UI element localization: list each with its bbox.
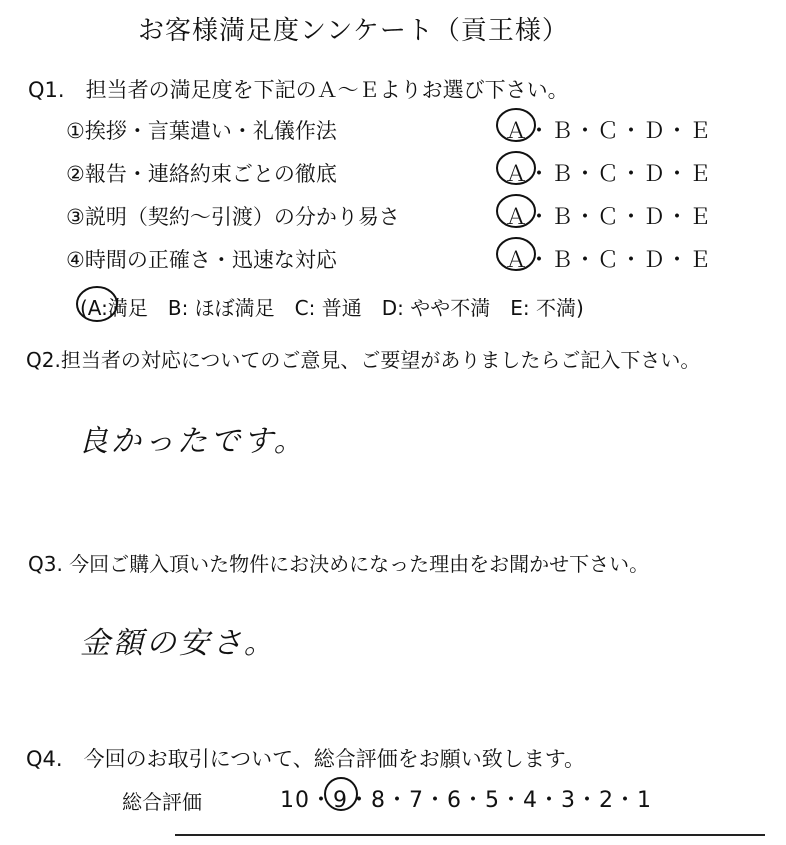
legend-circle [73,284,121,326]
q1-question: Q1. 担当者の満足度を下記のＡ～Ｅよりお選び下さい。 [28,78,569,102]
q1-item-1-choices: Ａ・Ｂ・Ｃ・Ｄ・Ｅ [505,119,713,144]
q4-question: Q4. 今回のお取引について、総合評価をお願い致します。 [26,747,586,771]
survey-title: お客様満足度ンンケート（貢王様） [138,16,569,46]
selection-circle-2 [494,149,540,189]
q1-item-3-choices: Ａ・Ｂ・Ｃ・Ｄ・Ｅ [505,205,713,230]
bottom-rule [175,834,765,836]
q1-item-3-label: ③説明（契約～引渡）の分かり易さ [66,205,400,229]
q1-item-1-label: ①挨拶・言葉遣い・礼儀作法 [66,119,337,143]
selection-circle-1 [494,106,540,146]
rating-selection-circle [322,775,362,815]
q1-item-4-choices: Ａ・Ｂ・Ｃ・Ｄ・Ｅ [505,248,713,273]
q3-question: Q3. 今回ご購入頂いた物件にお決めになった理由をお聞かせ下さい。 [28,552,650,576]
q3-handwritten-answer: 金額の安さ。 [80,626,277,661]
q2-handwritten-answer: 良かったです。 [78,424,307,459]
selection-circle-4 [494,235,540,275]
q2-question: Q2.担当者の対応についてのご意見、ご要望がありましたらご記入下さい。 [26,348,701,372]
q1-legend: (A:満足 B: ほぼ満足 C: 普通 D: やや不満 E: 不満) [80,296,584,320]
q4-rating-label: 総合評価 [122,790,202,814]
q1-item-4-label: ④時間の正確さ・迅速な対応 [66,248,337,272]
q4-rating-scale: 10・9・8・7・6・5・4・3・2・1 [280,788,652,813]
q1-item-2-label: ②報告・連絡約束ごとの徹底 [66,162,337,186]
selection-circle-3 [494,192,540,232]
q1-item-2-choices: Ａ・Ｂ・Ｃ・Ｄ・Ｅ [505,162,713,187]
